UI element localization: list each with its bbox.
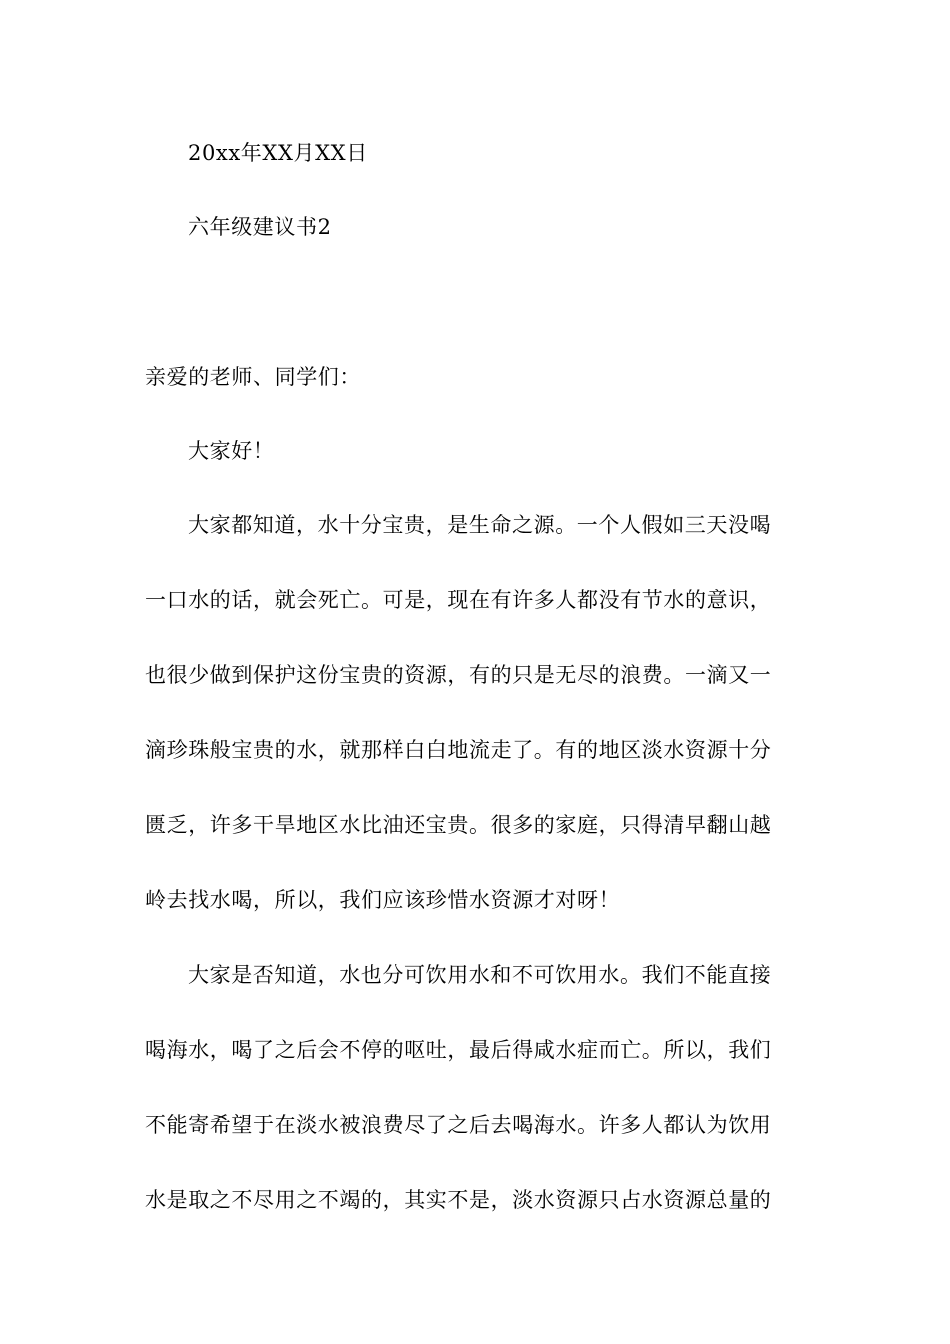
greeting: 大家好！ bbox=[188, 439, 275, 463]
paragraph-line: 水是取之不尽用之不竭的，其实不是，淡水资源只占水资源总量的 bbox=[145, 1188, 772, 1212]
paragraph-line: 大家都知道，水十分宝贵，是生命之源。一个人假如三天没喝 bbox=[188, 513, 772, 537]
salutation: 亲爱的老师、同学们： bbox=[145, 365, 361, 389]
document-title: 六年级建议书2 bbox=[188, 215, 332, 239]
paragraph-line: 大家是否知道，水也分可饮用水和不可饮用水。我们不能直接 bbox=[188, 963, 772, 987]
paragraph-line: 岭去找水喝，所以，我们应该珍惜水资源才对呀！ bbox=[145, 888, 621, 912]
paragraph-line: 也很少做到保护这份宝贵的资源，有的只是无尽的浪费。一滴又一 bbox=[145, 663, 772, 687]
paragraph-line: 滴珍珠般宝贵的水，就那样白白地流走了。有的地区淡水资源十分 bbox=[145, 738, 772, 762]
paragraph-line: 喝海水，喝了之后会不停的呕吐，最后得咸水症而亡。所以，我们 bbox=[145, 1038, 772, 1062]
paragraph-line: 不能寄希望于在淡水被浪费尽了之后去喝海水。许多人都认为饮用 bbox=[145, 1113, 772, 1137]
paragraph-line: 匮乏，许多干旱地区水比油还宝贵。很多的家庭，只得清早翻山越 bbox=[145, 813, 772, 837]
date-line: 20xx年XX月XX日 bbox=[188, 141, 368, 165]
paragraph-line: 一口水的话，就会死亡。可是，现在有许多人都没有节水的意识， bbox=[145, 588, 772, 612]
